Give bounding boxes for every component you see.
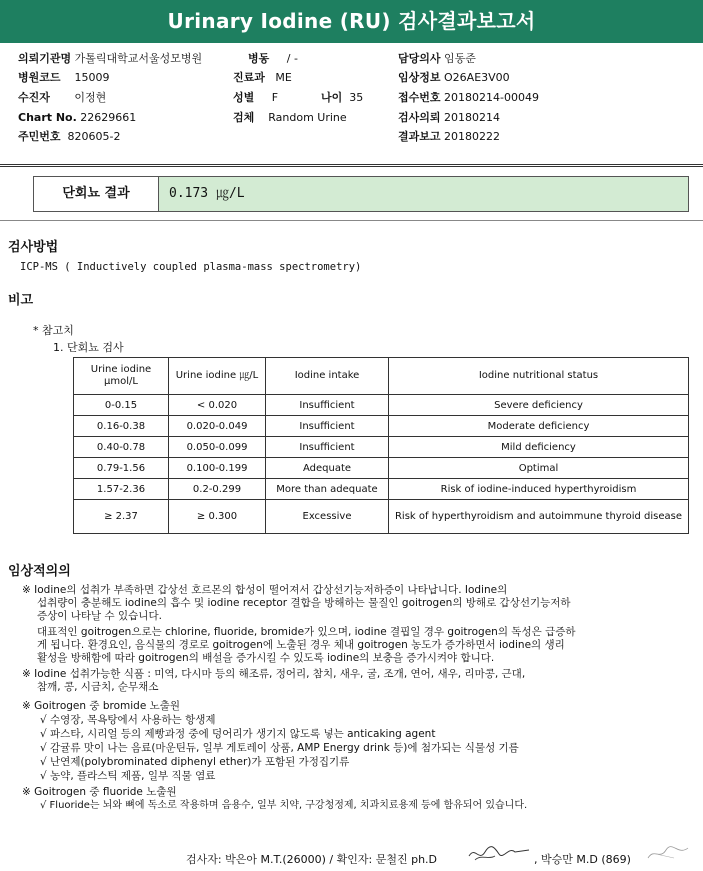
clinical-line: 게 됩니다. 환경요인, 음식물의 경로로 goitrogen에 노출된 경우 체내 goitrogen 농도가 증가하면서 iodine의 생리 <box>37 639 565 651</box>
table-row <box>74 437 689 458</box>
specimen-value: Random Urine <box>268 111 347 124</box>
table-cell: Optimal <box>389 458 689 479</box>
table-cell: Risk of iodine-induced hyperthyroidism <box>389 479 689 500</box>
table-cell: 0.40-0.78 <box>74 437 169 458</box>
result-box <box>33 176 689 212</box>
clinical-line: 참깨, 콩, 시금치, 순무채소 <box>37 681 159 693</box>
sex-value: F <box>271 91 279 104</box>
divider-result <box>0 220 703 221</box>
clinical-line: ※ Goitrogen 중 bromide 노출원 <box>22 700 181 712</box>
reference-subheading: 1. 단회뇨 검사 <box>53 341 124 354</box>
result-label: 단회뇨 결과 <box>34 177 159 211</box>
table-cell: 0-0.15 <box>74 395 169 416</box>
table-cell: Mild deficiency <box>389 437 689 458</box>
clinical-line: √ 감귤류 맛이 나는 음료(마운틴듀, 일부 게토레이 상품, AMP Energy drink 등)에 첨가되는 식물성 기름 <box>40 742 519 754</box>
table-cell: More than adequate <box>266 479 389 500</box>
table-row <box>74 479 689 500</box>
request-label: 검사의뢰 <box>398 111 441 124</box>
method-text: ICP-MS ( Inductively coupled plasma-mass spectrometry) <box>20 261 362 273</box>
doctor-value: 임동준 <box>444 52 476 65</box>
patient-label: 수진자 <box>18 91 50 104</box>
clinical-line: ※ Iodine 섭취가능한 식품 : 미역, 다시마 등의 해조류, 정어리, 참치, 새우, 굴, 조개, 연어, 새우, 리마콩, 근대, <box>22 668 526 680</box>
clinical-line: √ 수영장, 목욕탕에서 사용하는 항생제 <box>40 714 216 726</box>
clinical-label: 임상정보 <box>398 71 441 84</box>
receipt-value: 20180214-00049 <box>444 91 539 104</box>
clinical-line: √ Fluoride는 뇌와 뼈에 독소로 작용하며 음용수, 일부 치약, 구강청정제, 치과치료용제 등에 함유되어 있습니다. <box>40 800 528 811</box>
table-cell: < 0.020 <box>169 395 266 416</box>
table-header: Iodine intake <box>266 358 389 395</box>
signature-line-2: , 박승만 M.D (869) <box>534 853 631 866</box>
table-row <box>74 395 689 416</box>
clinical-line: ※ Goitrogen 중 fluoride 노출원 <box>22 786 177 798</box>
table-cell: 1.57-2.36 <box>74 479 169 500</box>
table-header: Urine iodine ㎍/L <box>169 358 266 395</box>
request-value: 20180214 <box>444 111 501 124</box>
result-value: 0.173 ㎍/L <box>159 177 688 211</box>
clinical-value: O26AE3V00 <box>444 71 510 84</box>
table-cell: Insufficient <box>266 416 389 437</box>
resident-value: 820605-2 <box>67 130 121 143</box>
clinical-line: 활성을 방해함에 따라 goitrogen의 배설을 증가시킬 수 있도록 iodine의 보충을 증가시켜야 합니다. <box>37 652 495 664</box>
divider-top <box>0 164 703 165</box>
table-row <box>74 416 689 437</box>
clinical-line: √ 농약, 플라스틱 제품, 일부 직물 염료 <box>40 770 216 782</box>
clinical-heading: 임상적의의 <box>8 564 71 579</box>
clinical-line: 섭취량이 충분해도 iodine의 흡수 및 iodine receptor 결합을 방해하는 물질인 goitrogen의 방해로 갑상선기능저하 <box>37 597 571 609</box>
divider-top-2 <box>0 166 703 167</box>
table-cell: Severe deficiency <box>389 395 689 416</box>
clinical-line: 증상이 나타날 수 있습니다. <box>37 610 162 622</box>
handwritten-signature-2 <box>644 842 694 864</box>
ward-value: / - <box>286 52 298 65</box>
table-header: Urine iodine μmol/L <box>74 358 169 395</box>
chart-label: Chart No. <box>18 111 77 124</box>
chart-value: 22629661 <box>80 111 137 124</box>
specimen-label: 검체 <box>233 111 255 124</box>
table-header-row <box>74 358 689 395</box>
code-value: 15009 <box>74 71 110 84</box>
signature-line: 검사자: 박은아 M.T.(26000) / 확인자: 문철진 ph.D <box>186 853 438 866</box>
hospital-value: 가톨릭대학교서울성모병원 <box>74 52 203 65</box>
report-title: Urinary Iodine (RU) 검사결과보고서 <box>0 0 703 43</box>
dept-value: ME <box>275 71 292 84</box>
ward-label: 병동 <box>248 52 270 65</box>
remarks-heading: 비고 <box>8 293 34 308</box>
age-label: 나이 <box>321 91 343 104</box>
report-date-label: 결과보고 <box>398 130 441 143</box>
table-header: Iodine nutritional status <box>389 358 689 395</box>
clinical-line: ※ Iodine의 섭취가 부족하면 갑상선 호르몬의 합성이 떨어져서 갑상선기능저하증이 나타납니다. Iodine의 <box>22 584 508 596</box>
table-row <box>74 458 689 479</box>
clinical-line: √ 난연제(polybrominated diphenyl ether)가 포함된 가정집기류 <box>40 756 350 768</box>
dept-label: 진료과 <box>233 71 265 84</box>
table-cell: 0.050-0.099 <box>169 437 266 458</box>
table-cell: Insufficient <box>266 437 389 458</box>
table-cell: 0.2-0.299 <box>169 479 266 500</box>
sex-label: 성별 <box>233 91 255 104</box>
table-cell: Insufficient <box>266 395 389 416</box>
table-cell: Moderate deficiency <box>389 416 689 437</box>
report-date-value: 20180222 <box>444 130 501 143</box>
clinical-line: √ 파스타, 시리얼 등의 제빵과정 중에 덩어리가 생기지 않도록 넣는 anticaking agent <box>40 728 436 740</box>
hospital-label: 의뢰기관명 <box>18 52 72 65</box>
receipt-label: 접수번호 <box>398 91 441 104</box>
table-cell: 0.79-1.56 <box>74 458 169 479</box>
resident-label: 주민번호 <box>18 130 61 143</box>
clinical-line: 대표적인 goitrogen으로는 chlorine, fluoride, bromide가 있으며, iodine 결핍일 경우 goitrogen의 독성은 급증하 <box>37 626 576 638</box>
table-cell: Excessive <box>266 500 389 534</box>
doctor-label: 담당의사 <box>398 52 441 65</box>
table-cell: 0.100-0.199 <box>169 458 266 479</box>
table-cell: ≥ 2.37 <box>74 500 169 534</box>
reference-table <box>73 357 689 534</box>
table-cell: 0.16-0.38 <box>74 416 169 437</box>
handwritten-signature-1 <box>465 842 533 864</box>
table-cell: Adequate <box>266 458 389 479</box>
table-row <box>74 500 689 534</box>
code-label: 병원코드 <box>18 71 61 84</box>
table-cell: 0.020-0.049 <box>169 416 266 437</box>
reference-heading: * 참고치 <box>33 324 74 337</box>
method-heading: 검사방법 <box>8 240 59 255</box>
table-cell: ≥ 0.300 <box>169 500 266 534</box>
age-value: 35 <box>349 91 364 104</box>
patient-value: 이정현 <box>74 91 107 104</box>
table-cell: Risk of hyperthyroidism and autoimmune thyroid disease <box>389 500 689 534</box>
